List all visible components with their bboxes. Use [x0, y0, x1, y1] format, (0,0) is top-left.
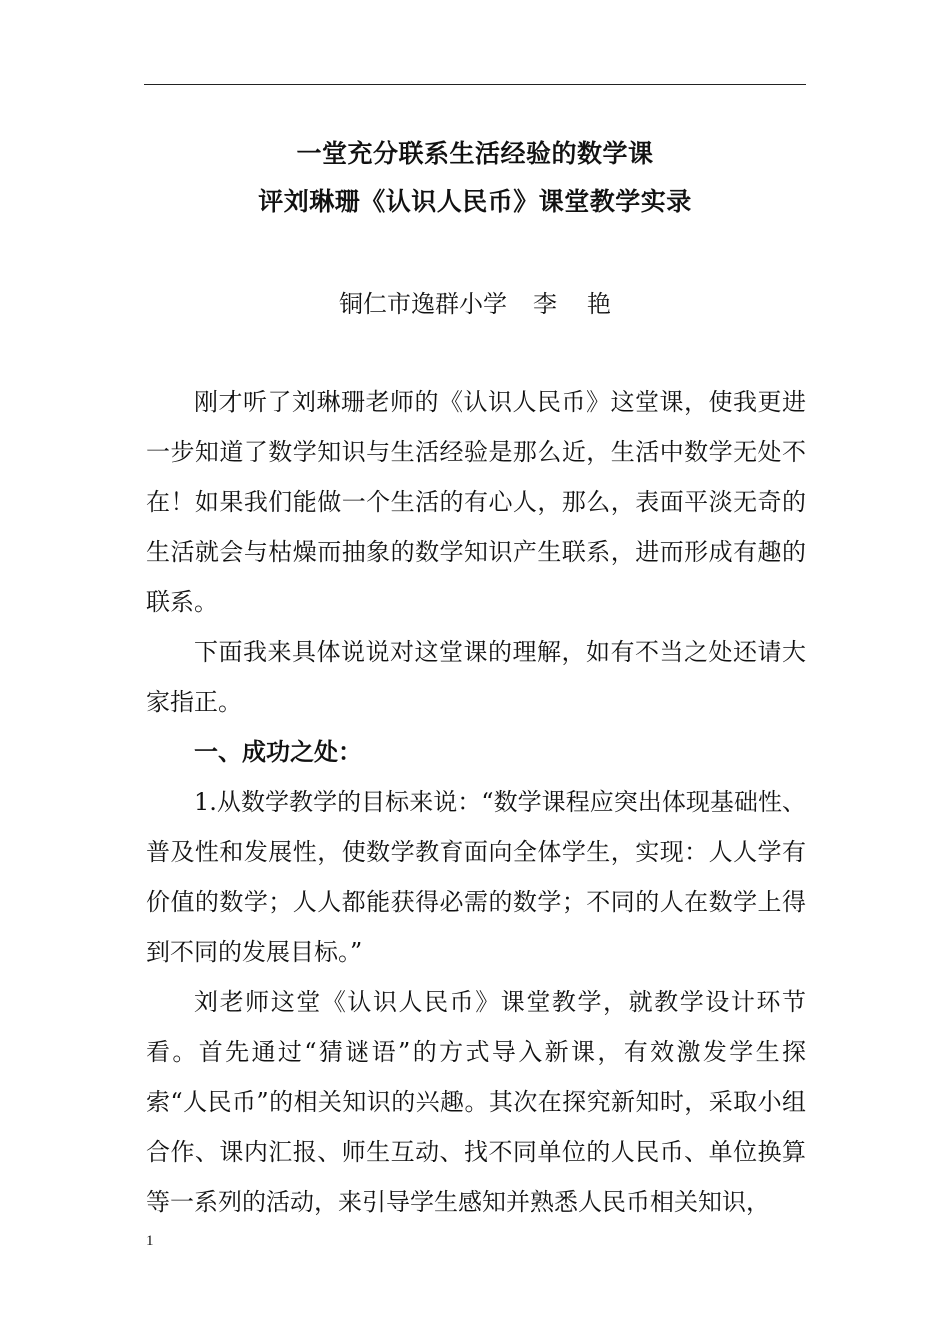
document-body	[146, 377, 806, 1227]
paragraph-intro: 刚才听了刘琳珊老师的《认识人民币》这堂课，使我更进一步知道了数学知识与生活经验是那么近，生活中数学无处不在！如果我们能做一个生活的有心人，那么，表面平淡无奇的生活就会与枯燥而抽象的数学知识产生联系，进而形成有趣的联系。	[146, 388, 806, 616]
section-heading: 一、成功之处：	[194, 738, 362, 766]
author-given-name: 艳	[587, 290, 611, 318]
page-number: 1	[146, 1233, 154, 1249]
paragraph-lesson-design: 刘老师这堂《认识人民币》课堂教学，就教学设计环节看。首先通过“猜谜语”的方式导入新课，有效激发学生探索“人民币”的相关知识的兴趣。其次在探究新知时，采取小组合作、课内汇报、师生互动、找不同单位的人民币、单位换算等一系列的活动，来引导学生感知并熟悉人民币相关知识，	[146, 988, 806, 1216]
paragraph-point-1: 1.从数学教学的目标来说：“数学课程应突出体现基础性、普及性和发展性，使数学教育面向全体学生，实现：人人学有价值的数学；人人都能获得必需的数学；不同的人在数学上得到不同的发展目标。”	[146, 788, 806, 966]
author-surname: 李	[533, 290, 557, 318]
document-title: 一堂充分联系生活经验的数学课	[296, 139, 654, 168]
document-subtitle: 评刘琳珊《认识人民币》课堂教学实录	[258, 187, 692, 216]
header-rule	[144, 84, 806, 85]
paragraph-request: 下面我来具体说说对这堂课的理解，如有不当之处还请大家指正。	[146, 638, 806, 716]
author-line	[0, 284, 950, 319]
author-school: 铜仁市逸群小学	[339, 290, 507, 318]
